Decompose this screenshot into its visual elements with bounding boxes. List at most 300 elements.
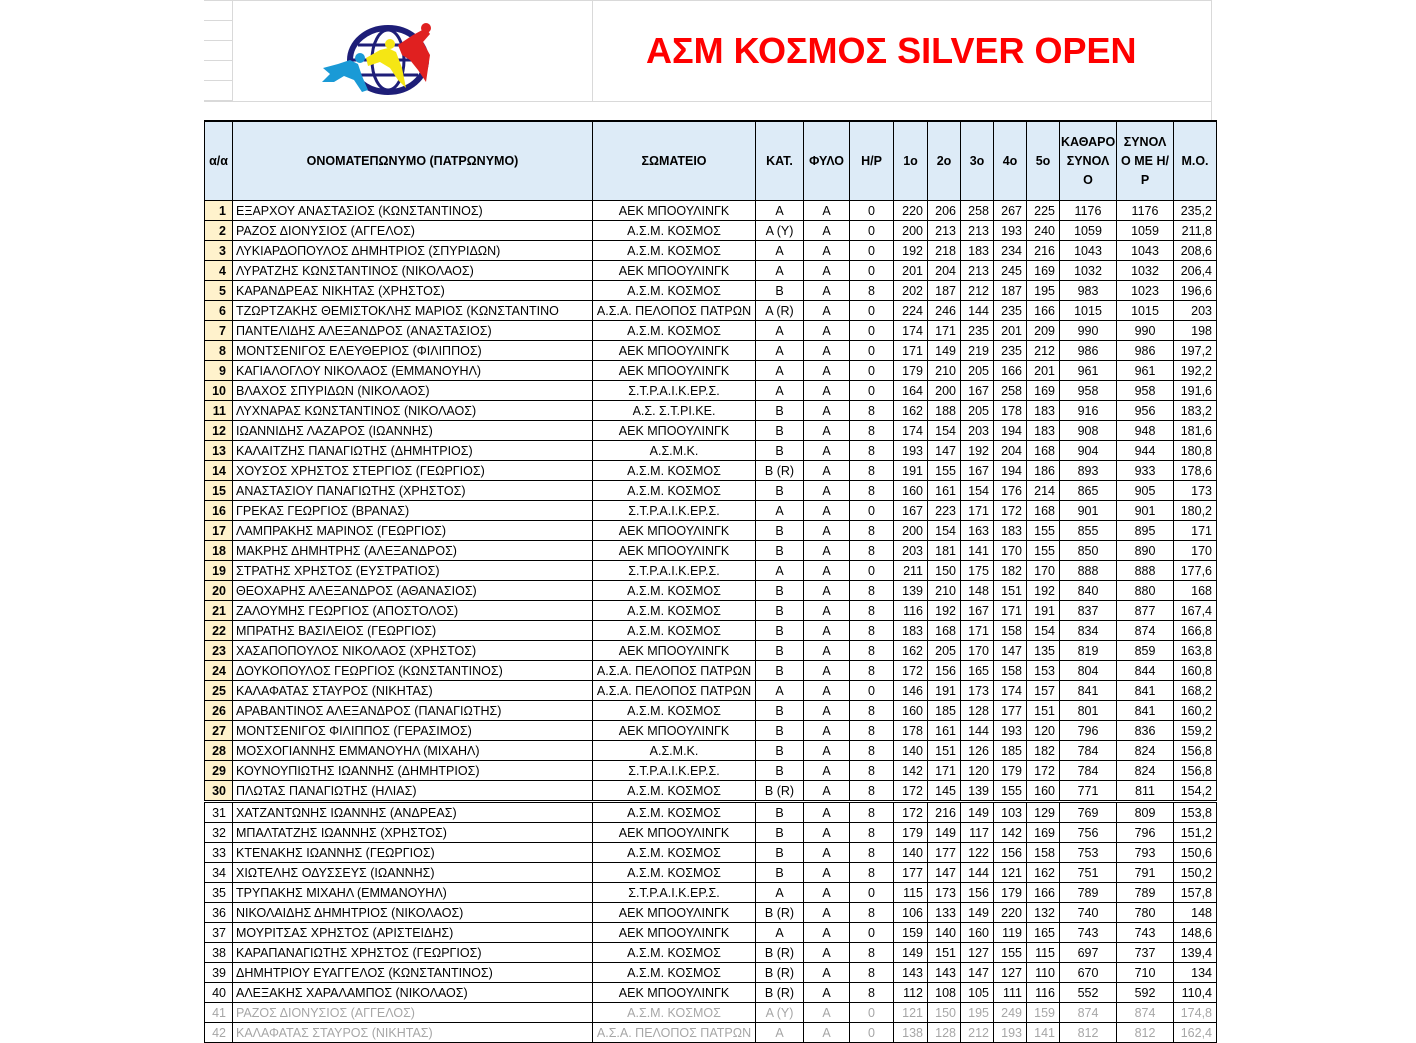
handicap-cell: 0 — [850, 321, 894, 341]
game-5-cell: 170 — [1027, 561, 1060, 581]
category-cell: B — [756, 521, 804, 541]
rank-cell: 38 — [205, 943, 233, 963]
game-4-cell: 155 — [994, 943, 1027, 963]
table-row — [205, 983, 1217, 1003]
game-3-cell: 171 — [961, 621, 994, 641]
sex-cell: A — [804, 461, 850, 481]
rank-cell: 18 — [205, 541, 233, 561]
game-1-cell: 159 — [894, 923, 928, 943]
category-cell: A — [756, 321, 804, 341]
player-name-cell: ΤΡΥΠΑΚΗΣ ΜΙΧΑΗΛ (ΕΜΜΑΝΟΥΗΛ) — [233, 883, 593, 903]
average-cell: 163,8 — [1174, 641, 1217, 661]
sex-cell: A — [804, 241, 850, 261]
results-table — [204, 120, 1217, 1043]
category-cell: B (R) — [756, 983, 804, 1003]
game-2-cell: 213 — [928, 221, 961, 241]
table-row — [205, 321, 1217, 341]
average-cell: 197,2 — [1174, 341, 1217, 361]
total-with-hp-cell: 796 — [1117, 823, 1174, 843]
rank-cell: 22 — [205, 621, 233, 641]
net-total-cell: 751 — [1060, 863, 1117, 883]
game-3-cell: 219 — [961, 341, 994, 361]
category-cell: B — [756, 701, 804, 721]
net-total-cell: 855 — [1060, 521, 1117, 541]
total-with-hp-cell: 836 — [1117, 721, 1174, 741]
total-with-hp-cell: 1015 — [1117, 301, 1174, 321]
club-cell: ΑΕΚ ΜΠΟΟΥΛΙΝΓΚ — [593, 721, 756, 741]
rank-cell: 9 — [205, 361, 233, 381]
col-header-total-with-hp: ΣΥΝΟΛ Ο ΜΕ Η/Ρ — [1117, 121, 1174, 201]
category-cell: A (Y) — [756, 1003, 804, 1023]
club-cell: Α.Σ.Μ.Κ. — [593, 741, 756, 761]
page-title: ΑΣΜ ΚΟΣΜΟΣ SILVER OPEN — [646, 30, 1137, 71]
sex-cell: A — [804, 521, 850, 541]
handicap-cell: 8 — [850, 481, 894, 501]
game-4-cell: 111 — [994, 983, 1027, 1003]
player-name-cell: ΧΙΩΤΕΛΗΣ ΟΔΥΣΣΕΥΣ (ΙΩΑΝΝΗΣ) — [233, 863, 593, 883]
game-1-cell: 162 — [894, 641, 928, 661]
player-name-cell: ΛΥΚΙΑΡΔΟΠΟΥΛΟΣ ΔΗΜΗΤΡΙΟΣ (ΣΠΥΡΙΔΩΝ) — [233, 241, 593, 261]
game-3-cell: 105 — [961, 983, 994, 1003]
sex-cell: A — [804, 501, 850, 521]
table-row — [205, 261, 1217, 281]
handicap-cell: 0 — [850, 1003, 894, 1023]
net-total-cell: 904 — [1060, 441, 1117, 461]
average-cell: 192,2 — [1174, 361, 1217, 381]
sex-cell: A — [804, 761, 850, 781]
game-5-cell: 116 — [1027, 983, 1060, 1003]
total-with-hp-cell: 791 — [1117, 863, 1174, 883]
average-cell: 151,2 — [1174, 823, 1217, 843]
handicap-cell: 8 — [850, 581, 894, 601]
sex-cell: A — [804, 541, 850, 561]
game-5-cell: 191 — [1027, 601, 1060, 621]
game-4-cell: 235 — [994, 301, 1027, 321]
player-name-cell: ΚΑΛΑΦΑΤΑΣ ΣΤΑΥΡΟΣ (ΝΙΚΗΤΑΣ) — [233, 1023, 593, 1043]
table-row — [205, 721, 1217, 741]
game-1-cell: 174 — [894, 421, 928, 441]
category-cell: B (R) — [756, 903, 804, 923]
game-3-cell: 195 — [961, 1003, 994, 1023]
average-cell: 160,2 — [1174, 701, 1217, 721]
game-4-cell: 182 — [994, 561, 1027, 581]
total-with-hp-cell: 958 — [1117, 381, 1174, 401]
game-2-cell: 205 — [928, 641, 961, 661]
game-3-cell: 167 — [961, 601, 994, 621]
game-4-cell: 158 — [994, 621, 1027, 641]
category-cell: B — [756, 601, 804, 621]
net-total-cell: 784 — [1060, 761, 1117, 781]
game-3-cell: 167 — [961, 461, 994, 481]
rank-cell: 1 — [205, 201, 233, 221]
rank-cell: 32 — [205, 823, 233, 843]
game-2-cell: 149 — [928, 823, 961, 843]
game-4-cell: 170 — [994, 541, 1027, 561]
game-3-cell: 144 — [961, 301, 994, 321]
average-cell: 196,6 — [1174, 281, 1217, 301]
game-1-cell: 201 — [894, 261, 928, 281]
total-with-hp-cell: 1043 — [1117, 241, 1174, 261]
club-cell: Α.Σ.Μ. ΚΟΣΜΟΣ — [593, 461, 756, 481]
game-2-cell: 173 — [928, 883, 961, 903]
handicap-cell: 0 — [850, 883, 894, 903]
net-total-cell: 1032 — [1060, 261, 1117, 281]
game-4-cell: 267 — [994, 201, 1027, 221]
game-1-cell: 164 — [894, 381, 928, 401]
col-header-name: ΟΝΟΜΑΤΕΠΩΝΥΜΟ (ΠΑΤΡΩΝΥΜΟ) — [233, 121, 593, 201]
table-row — [205, 421, 1217, 441]
handicap-cell: 8 — [850, 802, 894, 823]
net-total-cell: 834 — [1060, 621, 1117, 641]
category-cell: B — [756, 401, 804, 421]
game-2-cell: 151 — [928, 943, 961, 963]
game-4-cell: 185 — [994, 741, 1027, 761]
club-cell: Α.Σ.Μ. ΚΟΣΜΟΣ — [593, 601, 756, 621]
game-3-cell: 139 — [961, 781, 994, 802]
club-cell: ΑΕΚ ΜΠΟΟΥΛΙΝΓΚ — [593, 201, 756, 221]
rank-cell: 17 — [205, 521, 233, 541]
handicap-cell: 8 — [850, 281, 894, 301]
average-cell: 211,8 — [1174, 221, 1217, 241]
game-1-cell: 167 — [894, 501, 928, 521]
table-row — [205, 781, 1217, 802]
game-2-cell: 181 — [928, 541, 961, 561]
average-cell: 177,6 — [1174, 561, 1217, 581]
handicap-cell: 8 — [850, 641, 894, 661]
sex-cell: A — [804, 261, 850, 281]
category-cell: B — [756, 281, 804, 301]
club-cell: Α.Σ.Μ. ΚΟΣΜΟΣ — [593, 221, 756, 241]
game-2-cell: 161 — [928, 481, 961, 501]
game-3-cell: 167 — [961, 381, 994, 401]
sex-cell: A — [804, 201, 850, 221]
club-cell: ΑΕΚ ΜΠΟΟΥΛΙΝΓΚ — [593, 341, 756, 361]
game-4-cell: 179 — [994, 883, 1027, 903]
game-2-cell: 206 — [928, 201, 961, 221]
category-cell: A — [756, 241, 804, 261]
handicap-cell: 0 — [850, 681, 894, 701]
club-cell: Α.Σ.Μ. ΚΟΣΜΟΣ — [593, 781, 756, 802]
table-row — [205, 561, 1217, 581]
game-5-cell: 169 — [1027, 261, 1060, 281]
game-4-cell: 151 — [994, 581, 1027, 601]
handicap-cell: 8 — [850, 441, 894, 461]
game-1-cell: 192 — [894, 241, 928, 261]
game-2-cell: 191 — [928, 681, 961, 701]
average-cell: 156,8 — [1174, 761, 1217, 781]
club-cell: ΑΕΚ ΜΠΟΟΥΛΙΝΓΚ — [593, 641, 756, 661]
player-name-cell: ΑΡΑΒΑΝΤΙΝΟΣ ΑΛΕΞΑΝΔΡΟΣ (ΠΑΝΑΓΙΩΤΗΣ) — [233, 701, 593, 721]
table-row — [205, 903, 1217, 923]
game-3-cell: 213 — [961, 261, 994, 281]
average-cell: 173 — [1174, 481, 1217, 501]
total-with-hp-cell: 877 — [1117, 601, 1174, 621]
table-row — [205, 823, 1217, 843]
net-total-cell: 756 — [1060, 823, 1117, 843]
average-cell: 180,8 — [1174, 441, 1217, 461]
game-2-cell: 185 — [928, 701, 961, 721]
game-3-cell: 171 — [961, 501, 994, 521]
handicap-cell: 8 — [850, 701, 894, 721]
category-cell: B (R) — [756, 461, 804, 481]
game-1-cell: 172 — [894, 802, 928, 823]
game-1-cell: 191 — [894, 461, 928, 481]
sex-cell: A — [804, 381, 850, 401]
sex-cell: A — [804, 943, 850, 963]
player-name-cell: ΡΑΖΟΣ ΔΙΟΝΥΣΙΟΣ (ΑΓΓΕΛΟΣ) — [233, 221, 593, 241]
game-4-cell: 201 — [994, 321, 1027, 341]
handicap-cell: 8 — [850, 401, 894, 421]
game-4-cell: 158 — [994, 661, 1027, 681]
table-row — [205, 441, 1217, 461]
game-4-cell: 193 — [994, 221, 1027, 241]
category-cell: B — [756, 641, 804, 661]
game-3-cell: 205 — [961, 401, 994, 421]
net-total-cell: 986 — [1060, 341, 1117, 361]
game-2-cell: 150 — [928, 561, 961, 581]
sex-cell: A — [804, 661, 850, 681]
game-2-cell: 171 — [928, 321, 961, 341]
average-cell: 170 — [1174, 541, 1217, 561]
total-with-hp-cell: 793 — [1117, 843, 1174, 863]
col-header-game-1: 1ο — [894, 121, 928, 201]
game-4-cell: 178 — [994, 401, 1027, 421]
game-3-cell: 148 — [961, 581, 994, 601]
average-cell: 134 — [1174, 963, 1217, 983]
game-4-cell: 179 — [994, 761, 1027, 781]
game-1-cell: 140 — [894, 843, 928, 863]
table-row — [205, 761, 1217, 781]
col-header-handicap: Η/Ρ — [850, 121, 894, 201]
rank-cell: 26 — [205, 701, 233, 721]
handicap-cell: 0 — [850, 561, 894, 581]
game-1-cell: 179 — [894, 361, 928, 381]
rank-cell: 15 — [205, 481, 233, 501]
game-1-cell: 211 — [894, 561, 928, 581]
rank-cell: 6 — [205, 301, 233, 321]
club-cell: Α.Σ.Μ. ΚΟΣΜΟΣ — [593, 581, 756, 601]
table-row — [205, 701, 1217, 721]
table-header-row — [205, 121, 1217, 201]
table-row — [205, 521, 1217, 541]
net-total-cell: 893 — [1060, 461, 1117, 481]
game-1-cell: 106 — [894, 903, 928, 923]
game-3-cell: 147 — [961, 963, 994, 983]
game-1-cell: 172 — [894, 661, 928, 681]
game-5-cell: 158 — [1027, 843, 1060, 863]
club-cell: ΑΕΚ ΜΠΟΟΥΛΙΝΓΚ — [593, 903, 756, 923]
average-cell: 166,8 — [1174, 621, 1217, 641]
game-4-cell: 171 — [994, 601, 1027, 621]
total-with-hp-cell: 811 — [1117, 781, 1174, 802]
table-row — [205, 361, 1217, 381]
handicap-cell: 8 — [850, 823, 894, 843]
average-cell: 198 — [1174, 321, 1217, 341]
net-total-cell: 769 — [1060, 802, 1117, 823]
total-with-hp-cell: 824 — [1117, 741, 1174, 761]
rank-cell: 13 — [205, 441, 233, 461]
game-3-cell: 127 — [961, 943, 994, 963]
average-cell: 208,6 — [1174, 241, 1217, 261]
average-cell: 110,4 — [1174, 983, 1217, 1003]
game-5-cell: 225 — [1027, 201, 1060, 221]
total-with-hp-cell: 592 — [1117, 983, 1174, 1003]
game-2-cell: 161 — [928, 721, 961, 741]
average-cell: 168 — [1174, 581, 1217, 601]
total-with-hp-cell: 780 — [1117, 903, 1174, 923]
table-row — [205, 381, 1217, 401]
game-5-cell: 153 — [1027, 661, 1060, 681]
net-total-cell: 1043 — [1060, 241, 1117, 261]
sex-cell: A — [804, 802, 850, 823]
club-cell: Α.Σ.Α. ΠΕΛΟΠΟΣ ΠΑΤΡΩΝ — [593, 1023, 756, 1043]
game-3-cell: 122 — [961, 843, 994, 863]
total-with-hp-cell: 859 — [1117, 641, 1174, 661]
average-cell: 191,6 — [1174, 381, 1217, 401]
game-3-cell: 205 — [961, 361, 994, 381]
game-2-cell: 108 — [928, 983, 961, 1003]
game-5-cell: 141 — [1027, 1023, 1060, 1043]
average-cell: 139,4 — [1174, 943, 1217, 963]
handicap-cell: 0 — [850, 341, 894, 361]
game-2-cell: 133 — [928, 903, 961, 923]
club-cell: ΑΕΚ ΜΠΟΟΥΛΙΝΓΚ — [593, 823, 756, 843]
table-row — [205, 481, 1217, 501]
grid-divider — [204, 101, 1212, 102]
sex-cell: A — [804, 401, 850, 421]
net-total-cell: 552 — [1060, 983, 1117, 1003]
game-1-cell: 121 — [894, 1003, 928, 1023]
average-cell: 180,2 — [1174, 501, 1217, 521]
game-2-cell: 223 — [928, 501, 961, 521]
sex-cell: A — [804, 581, 850, 601]
total-with-hp-cell: 933 — [1117, 461, 1174, 481]
table-row — [205, 581, 1217, 601]
total-with-hp-cell: 737 — [1117, 943, 1174, 963]
game-1-cell: 116 — [894, 601, 928, 621]
club-cell: Α.Σ.Μ. ΚΟΣΜΟΣ — [593, 963, 756, 983]
handicap-cell: 8 — [850, 943, 894, 963]
player-name-cell: ΚΑΓΙΑΛΟΓΛΟΥ ΝΙΚΟΛΑΟΣ (ΕΜΜΑΝΟΥΗΛ) — [233, 361, 593, 381]
club-cell: ΑΕΚ ΜΠΟΟΥΛΙΝΓΚ — [593, 421, 756, 441]
table-row — [205, 281, 1217, 301]
game-3-cell: 120 — [961, 761, 994, 781]
handicap-cell: 8 — [850, 963, 894, 983]
handicap-cell: 0 — [850, 361, 894, 381]
game-5-cell: 182 — [1027, 741, 1060, 761]
sex-cell: A — [804, 441, 850, 461]
game-5-cell: 183 — [1027, 421, 1060, 441]
club-cell: Α.Σ.Μ. ΚΟΣΜΟΣ — [593, 701, 756, 721]
table-row — [205, 1023, 1217, 1043]
sex-cell: A — [804, 681, 850, 701]
sex-cell: A — [804, 281, 850, 301]
game-5-cell: 110 — [1027, 963, 1060, 983]
col-header-game-4: 4ο — [994, 121, 1027, 201]
category-cell: B — [756, 481, 804, 501]
rank-cell: 41 — [205, 1003, 233, 1023]
club-cell: Α.Σ.Α. ΠΕΛΟΠΟΣ ΠΑΤΡΩΝ — [593, 661, 756, 681]
game-1-cell: 183 — [894, 621, 928, 641]
category-cell: B (R) — [756, 963, 804, 983]
game-4-cell: 193 — [994, 721, 1027, 741]
average-cell: 160,8 — [1174, 661, 1217, 681]
table-row — [205, 201, 1217, 221]
rank-cell: 25 — [205, 681, 233, 701]
club-cell: Α.Σ. Σ.Τ.ΡΙ.ΚΕ. — [593, 401, 756, 421]
game-1-cell: 224 — [894, 301, 928, 321]
handicap-cell: 8 — [850, 843, 894, 863]
game-4-cell: 174 — [994, 681, 1027, 701]
net-total-cell: 1176 — [1060, 201, 1117, 221]
sex-cell: A — [804, 701, 850, 721]
game-5-cell: 169 — [1027, 823, 1060, 843]
category-cell: A — [756, 681, 804, 701]
club-cell: Α.Σ.Μ. ΚΟΣΜΟΣ — [593, 843, 756, 863]
handicap-cell: 0 — [850, 221, 894, 241]
category-cell: A — [756, 883, 804, 903]
net-total-cell: 958 — [1060, 381, 1117, 401]
handicap-cell: 0 — [850, 381, 894, 401]
player-name-cell: ΑΝΑΣΤΑΣΙΟΥ ΠΑΝΑΓΙΩΤΗΣ (ΧΡΗΣΤΟΣ) — [233, 481, 593, 501]
game-5-cell: 195 — [1027, 281, 1060, 301]
game-1-cell: 172 — [894, 781, 928, 802]
net-total-cell: 865 — [1060, 481, 1117, 501]
sex-cell: A — [804, 1003, 850, 1023]
game-4-cell: 156 — [994, 843, 1027, 863]
game-1-cell: 149 — [894, 943, 928, 963]
sex-cell: A — [804, 721, 850, 741]
sex-cell: A — [804, 641, 850, 661]
player-name-cell: ΠΛΩΤΑΣ ΠΑΝΑΓΙΩΤΗΣ (ΗΛΙΑΣ) — [233, 781, 593, 802]
game-4-cell: 142 — [994, 823, 1027, 843]
total-with-hp-cell: 824 — [1117, 761, 1174, 781]
game-4-cell: 166 — [994, 361, 1027, 381]
sex-cell: A — [804, 963, 850, 983]
col-header-net-total: ΚΑΘΑΡΟ ΣΥΝΟΛ Ο — [1060, 121, 1117, 201]
average-cell: 153,8 — [1174, 802, 1217, 823]
total-with-hp-cell: 841 — [1117, 681, 1174, 701]
col-header-average: Μ.Ο. — [1174, 121, 1217, 201]
game-3-cell: 213 — [961, 221, 994, 241]
rank-cell: 28 — [205, 741, 233, 761]
handicap-cell: 8 — [850, 903, 894, 923]
rank-cell: 20 — [205, 581, 233, 601]
game-4-cell: 119 — [994, 923, 1027, 943]
game-4-cell: 204 — [994, 441, 1027, 461]
total-with-hp-cell: 948 — [1117, 421, 1174, 441]
handicap-cell: 0 — [850, 923, 894, 943]
table-row — [205, 241, 1217, 261]
game-3-cell: 212 — [961, 1023, 994, 1043]
club-cell: Α.Σ.Μ. ΚΟΣΜΟΣ — [593, 321, 756, 341]
sex-cell: A — [804, 741, 850, 761]
net-total-cell: 1015 — [1060, 301, 1117, 321]
game-5-cell: 214 — [1027, 481, 1060, 501]
game-3-cell: 149 — [961, 903, 994, 923]
total-with-hp-cell: 956 — [1117, 401, 1174, 421]
sex-cell: A — [804, 361, 850, 381]
category-cell: B (R) — [756, 943, 804, 963]
player-name-cell: ΔΟΥΚΟΠΟΥΛΟΣ ΓΕΩΡΓΙΟΣ (ΚΩΝΣΤΑΝΤΙΝΟΣ) — [233, 661, 593, 681]
handicap-cell: 8 — [850, 761, 894, 781]
table-row — [205, 963, 1217, 983]
game-4-cell: 147 — [994, 641, 1027, 661]
rank-cell: 7 — [205, 321, 233, 341]
rank-cell: 10 — [205, 381, 233, 401]
table-row — [205, 401, 1217, 421]
net-total-cell: 740 — [1060, 903, 1117, 923]
